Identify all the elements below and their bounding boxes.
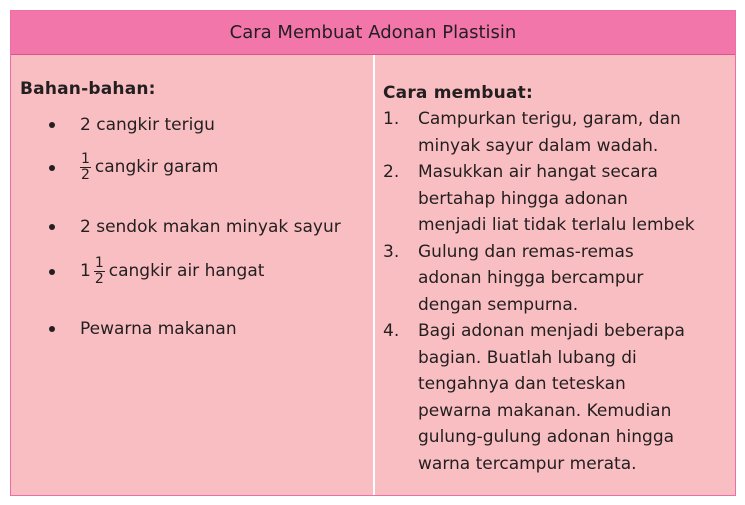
table-title: Cara Membuat Adonan Plastisin — [11, 11, 735, 55]
step-number: 4. — [383, 321, 400, 341]
bullet-icon — [49, 269, 55, 275]
step-text: Campurkan terigu, garam, dan minyak sayur dalam wadah. — [418, 109, 681, 156]
ingredients-heading: Bahan-bahan: — [20, 79, 156, 99]
fraction-numerator: 1 — [81, 150, 90, 167]
step-item — [383, 239, 733, 319]
fraction-denominator: 2 — [81, 166, 90, 183]
step-item — [383, 159, 733, 239]
step-text: Gulung dan remas-remas adonan hingga bercampur dengan sempurna. — [418, 241, 644, 315]
bullet-icon — [49, 165, 55, 171]
steps-heading: Cara membuat: — [383, 83, 533, 103]
bullet-icon — [49, 326, 55, 332]
bullet-icon — [49, 224, 55, 230]
step-item — [383, 106, 733, 159]
fraction — [80, 152, 91, 183]
step-number: 2. — [383, 162, 400, 182]
recipe-table — [10, 10, 736, 496]
mixed-number-whole: 1 — [80, 261, 91, 281]
fraction-numerator: 1 — [94, 254, 104, 271]
step-number: 3. — [383, 241, 400, 262]
step-text: Masukkan air hangat secara bertahap hingga adonan menjadi liat tidak terlalu lembek — [418, 162, 695, 235]
ingredient-text: 2 cangkir terigu — [80, 115, 215, 135]
step-text: Bagi adonan menjadi beberapa bagian. Buatlah lubang di tengahnya dan teteskan pewarna makanan. Kemudian gulung-gulung adonan hingga warna tercampur merata. — [418, 321, 685, 474]
ingredient-text: cangkir air hangat — [108, 261, 265, 281]
steps-list — [383, 106, 733, 477]
step-item — [383, 318, 733, 477]
column-divider — [373, 55, 375, 495]
steps-column — [383, 83, 733, 477]
ingredient-text: Pewarna makanan — [80, 319, 237, 339]
ingredient-text: cangkir garam — [94, 157, 219, 177]
fraction — [94, 256, 105, 287]
ingredient-text: 2 sendok makan minyak sayur — [80, 217, 341, 237]
step-number: 1. — [383, 109, 400, 129]
bullet-icon — [49, 122, 55, 128]
fraction-denominator: 2 — [94, 270, 104, 287]
